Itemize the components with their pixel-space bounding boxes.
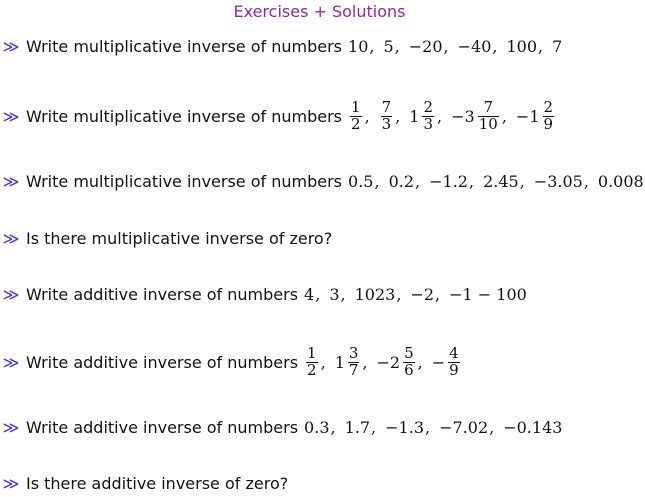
number: 0.5 [348, 171, 374, 191]
numerator: 4 [449, 343, 459, 362]
number-list [347, 172, 645, 191]
number-list [347, 37, 563, 56]
number: −40 [457, 36, 492, 56]
number-list [303, 285, 528, 304]
number: 5 [383, 36, 394, 56]
comma-separator: , [538, 36, 544, 56]
number: 2.45 [483, 171, 519, 191]
number: 0.008 [597, 171, 644, 191]
comma-separator: , [330, 417, 336, 437]
bullet-marker-icon: ≫ [2, 36, 20, 56]
denominator: 9 [449, 360, 459, 379]
whole-part: −2 [376, 352, 401, 372]
fraction [448, 343, 460, 379]
comma-separator: , [489, 417, 495, 437]
exercise-item [0, 167, 645, 195]
numerator: 3 [348, 343, 359, 362]
exercise-item [0, 32, 563, 60]
fraction-number [451, 97, 501, 133]
fraction-number [334, 343, 362, 379]
comma-separator: , [340, 284, 346, 304]
comma-separator: , [435, 284, 441, 304]
comma-separator: , [468, 171, 475, 191]
denominator: 10 [478, 114, 498, 133]
denominator: 2 [307, 360, 317, 379]
fraction-number [376, 343, 417, 379]
number: 7 [552, 36, 563, 56]
whole-part: 1 [334, 352, 345, 372]
exercise-text: Write additive inverse of numbers [26, 417, 299, 437]
exercise-item [0, 343, 463, 379]
bullet-marker-icon: ≫ [2, 352, 20, 372]
comma-separator: , [364, 106, 370, 126]
number-list [303, 418, 563, 437]
fraction-number [304, 343, 320, 379]
number: 0.2 [388, 171, 415, 191]
number: −1.3 [385, 417, 424, 437]
comma-separator: , [583, 171, 589, 191]
bullet-marker-icon: ≫ [2, 473, 20, 493]
comma-separator: , [415, 171, 421, 191]
fraction [350, 97, 362, 133]
comma-separator: , [519, 171, 525, 191]
whole-part: − [431, 352, 446, 372]
number: −3.05 [533, 171, 583, 191]
numerator: 7 [381, 97, 392, 116]
fraction [543, 97, 555, 133]
number: −7.02 [439, 417, 489, 437]
bullet-marker-icon: ≫ [2, 417, 20, 437]
comma-separator: , [396, 284, 402, 304]
exercise-text: Write multiplicative inverse of numbers [26, 36, 343, 56]
comma-separator: , [371, 417, 377, 437]
comma-separator: , [394, 36, 400, 56]
exercise-item [0, 97, 557, 133]
fraction [381, 97, 393, 133]
comma-separator: , [501, 106, 507, 126]
exercise-text: Write additive inverse of numbers [26, 352, 299, 372]
comma-separator: , [443, 36, 449, 56]
number: −20 [408, 36, 443, 56]
whole-part: −1 [515, 106, 540, 126]
fraction-number [431, 343, 462, 379]
number: −2 [410, 284, 435, 304]
page-title: Exercises + Solutions [233, 2, 406, 21]
comma-separator: , [395, 106, 401, 126]
number: 3 [329, 284, 340, 304]
number: −1 − 100 [449, 284, 527, 304]
comma-separator: , [425, 417, 431, 437]
number: 4 [304, 284, 315, 304]
fraction [478, 97, 499, 133]
fraction-number [409, 97, 436, 133]
whole-part: −3 [451, 106, 475, 126]
fraction-number [348, 97, 364, 133]
denominator: 7 [348, 360, 359, 379]
exercise-text: Write multiplicative inverse of numbers [26, 171, 343, 191]
numerator: 1 [307, 343, 317, 362]
number: 1.7 [344, 417, 371, 437]
numerator: 2 [543, 97, 554, 116]
exercise-item [0, 469, 293, 497]
exercise-item [0, 280, 528, 308]
comma-separator: , [362, 352, 368, 372]
fraction-number [379, 97, 395, 133]
number: 0.3 [304, 417, 330, 437]
number: −0.143 [503, 417, 563, 437]
comma-separator: , [369, 36, 375, 56]
fraction [348, 343, 360, 379]
exercise-text: Write additive inverse of numbers [26, 284, 299, 304]
comma-separator: , [492, 36, 498, 56]
number: 1023 [354, 284, 396, 304]
denominator: 3 [381, 114, 392, 133]
fraction [403, 343, 415, 379]
bullet-marker-icon: ≫ [2, 228, 20, 248]
comma-separator: , [417, 352, 423, 372]
exercise-text: Is there additive inverse of zero? [26, 473, 289, 493]
exercise-text: Write multiplicative inverse of numbers [26, 106, 343, 126]
comma-separator: , [320, 352, 326, 372]
comma-separator: , [374, 171, 380, 191]
fraction-number [515, 97, 556, 133]
exercise-item [0, 413, 563, 441]
denominator: 6 [404, 360, 414, 379]
comma-separator: , [315, 284, 321, 304]
number-list [347, 97, 557, 133]
number: 100 [506, 36, 538, 56]
bullet-marker-icon: ≫ [2, 171, 20, 191]
number: −1.2 [429, 171, 468, 191]
numerator: 5 [404, 343, 414, 362]
comma-separator: , [437, 106, 443, 126]
fraction [306, 343, 318, 379]
numerator: 2 [423, 97, 434, 116]
exercise-text: Is there multiplicative inverse of zero? [26, 228, 333, 248]
exercise-item [0, 224, 337, 252]
fraction [422, 97, 434, 133]
denominator: 2 [351, 114, 361, 133]
numerator: 7 [483, 97, 494, 116]
bullet-marker-icon: ≫ [2, 284, 20, 304]
number: 10 [348, 36, 369, 56]
number-list [303, 343, 463, 379]
denominator: 3 [423, 114, 434, 133]
numerator: 1 [351, 97, 361, 116]
whole-part: 1 [409, 106, 420, 126]
bullet-marker-icon: ≫ [2, 106, 20, 126]
denominator: 9 [543, 114, 554, 133]
